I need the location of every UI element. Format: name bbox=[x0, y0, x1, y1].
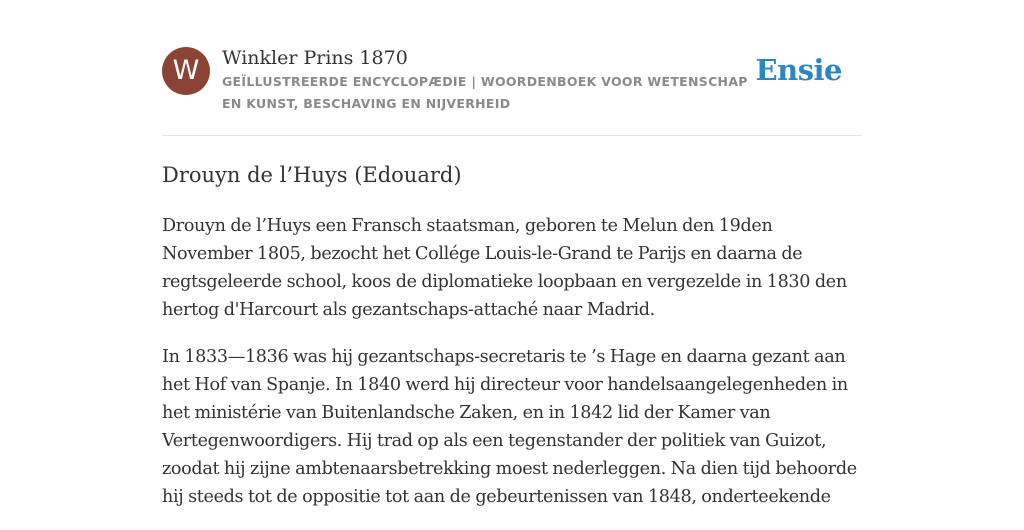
article-paragraph: In 1833—1836 was hij gezantschaps-secretaris te ’s Hage en daarna gezant aan het Hof van Spanje. In 1840 werd hij directeur voor handelsaangelegenheden in het ministérie van Buitenlandsche Zaken, en in 1842 lid der Kamer van Vertegenwoordigers. Hij trad op als een tegenstander der politiek van Guizot, zoodat hij zijne ambtenaarsbetrekking moest nederleggen. Na dien tijd behoorde hij steeds tot de oppositie tot aan de gebeurtenissen van 1848, onderteekende bbox=[162, 347, 857, 507]
article-paragraph: Drouyn de l’Huys een Fransch staatsman, geboren te Melun den 19den November 1805, bezocht het Collége Louis-le-Grand te Parijs en daarna de regtsgeleerde school, koos de diplomatieke loopbaan en vergezelde in 1830 den hertog d'Harcourt als gezantschaps-attaché naar Madrid. bbox=[162, 216, 847, 320]
site-header bbox=[162, 46, 862, 116]
article-body bbox=[162, 212, 862, 530]
publication-subtitle: GEÏLLUSTREERDE ENCYCLOPÆDIE | WOORDENBOEK VOOR WETENSCHAP EN KUNST, BESCHAVING EN NIJVERHEID bbox=[222, 74, 748, 111]
article-title: Drouyn de l’Huys (Edouard) bbox=[162, 163, 462, 187]
avatar[interactable]: W bbox=[162, 47, 210, 95]
header-divider bbox=[162, 135, 862, 136]
publication-title[interactable]: Winkler Prins 1870 bbox=[222, 47, 408, 69]
ensie-logo-link[interactable]: Ensie bbox=[755, 53, 842, 87]
